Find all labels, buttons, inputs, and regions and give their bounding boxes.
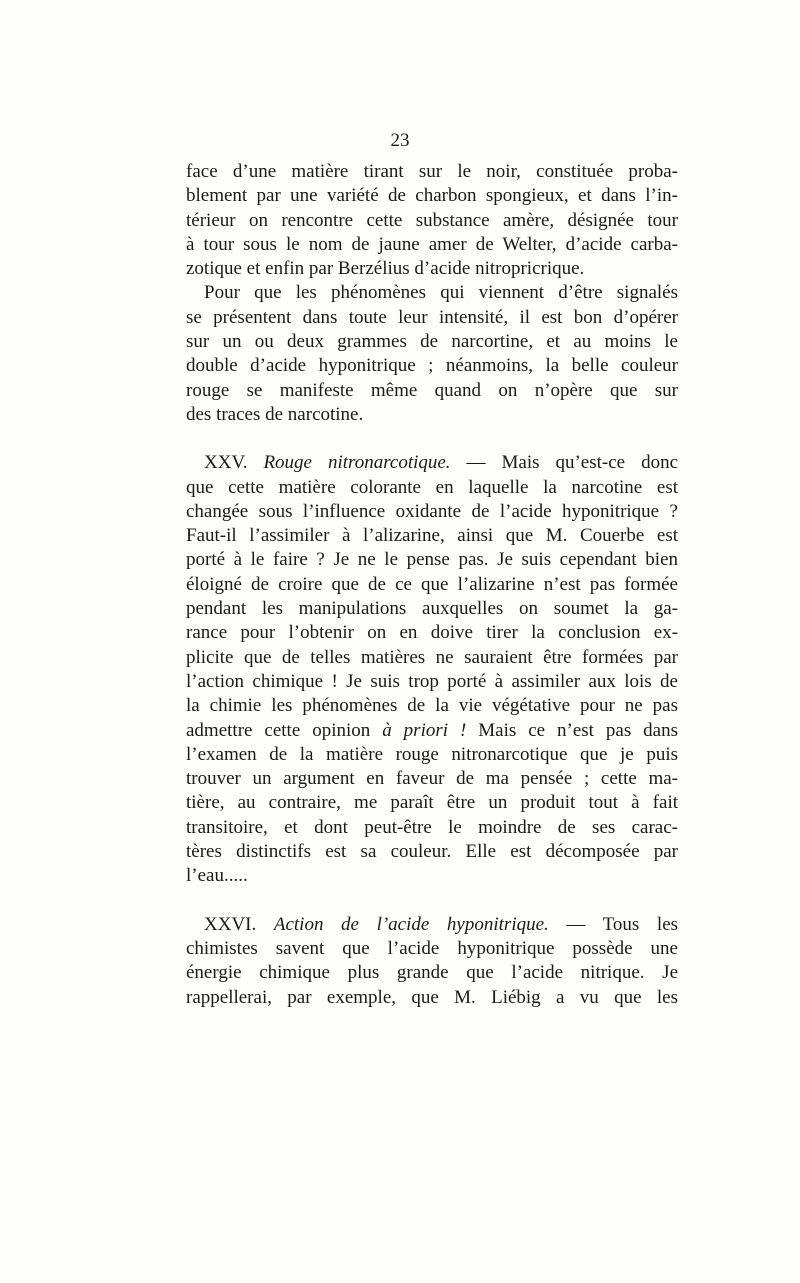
text-line: pendant les manipulations auxquelles on soumet la ga- — [186, 598, 678, 620]
text-line: l’examen de la matière rouge nitronarcotique que je puis — [186, 743, 678, 765]
text-line: transitoire, et dont peut-être le moindre de ses carac- — [186, 816, 678, 838]
text-line: des traces de narcotine. — [186, 403, 364, 425]
section-title: Rouge nitronarcotique. — [263, 452, 451, 474]
text-line: double d’acide hyponitrique ; néanmoins, la belle couleur — [186, 355, 678, 377]
section-title: Action de l’acide hyponitrique. — [273, 913, 549, 935]
text-line: térieur on rencontre cette substance amère, désignée tour — [186, 209, 678, 231]
text-line: porté à le faire ? Je ne le pense pas. Je suis cependant bien — [186, 549, 678, 571]
text-line: Pour que les phénomènes qui viennent d’être signalés — [204, 282, 678, 304]
text-line: à tour sous le nom de jaune amer de Welter, d’acide carba- — [186, 233, 678, 255]
body-text — [186, 160, 678, 1010]
text-line: l’eau..... — [186, 865, 248, 887]
text-fragment: admettre cette opinion — [186, 719, 371, 741]
text-line: rappellerai, par exemple, que M. Liébig a vu que les — [186, 986, 678, 1008]
italic-fragment: à priori ! — [382, 719, 467, 741]
text-line: chimistes savent que l’acide hyponitrique possède une — [186, 937, 678, 959]
section-heading-line — [186, 913, 678, 937]
section-heading-line — [186, 451, 678, 475]
text-line: la chimie les phénomènes de la vie végétative pour ne pas — [186, 695, 678, 717]
text-line: l’action chimique ! Je suis trop porté à assimiler aux lois de — [186, 670, 678, 692]
text-line: changée sous l’influence oxidante de l’acide hyponitrique ? — [186, 500, 678, 522]
text-line: tères distinctifs est sa couleur. Elle est décomposée par — [186, 841, 678, 863]
section-number: XXVI. — [204, 913, 257, 935]
text-line: plicite que de telles matières ne sauraient être formées par — [186, 646, 678, 668]
text-fragment: — Tous les — [566, 913, 679, 935]
text-line-with-italic — [186, 719, 678, 743]
section-number: XXV. — [204, 452, 248, 474]
text-line: se présentent dans toute leur intensité, il est bon d’opérer — [186, 306, 678, 328]
section-xxvi — [186, 913, 678, 1010]
text-fragment: Mais ce n’est pas dans — [478, 719, 679, 741]
text-line: sur un ou deux grammes de narcortine, et au moins le — [186, 331, 678, 353]
paragraph-2 — [186, 281, 678, 427]
text-fragment: — Mais qu’est-ce donc — [466, 452, 678, 474]
text-line: que cette matière colorante en laquelle la narcotine est — [186, 476, 678, 498]
text-line: zotique et enfin par Berzélius d’acide nitropricrique. — [186, 258, 585, 280]
text-line: éloigné de croire que de ce que l’alizarine n’est pas formée — [186, 573, 678, 595]
text-line: Faut-il l’assimiler à l’alizarine, ainsi que M. Couerbe est — [186, 525, 678, 547]
text-line: tière, au contraire, me paraît être un produit tout à fait — [186, 792, 678, 814]
paragraph-1 — [186, 160, 678, 281]
text-line: blement par une variété de charbon spongieux, et dans l’in- — [186, 185, 678, 207]
text-line: rouge se manifeste même quand on n’opère que sur — [186, 379, 678, 401]
text-line: énergie chimique plus grande que l’acide nitrique. Je — [186, 962, 678, 984]
text-line: trouver un argument en faveur de ma pensée ; cette ma- — [186, 768, 678, 790]
section-xxv — [186, 451, 678, 888]
text-line: rance pour l’obtenir on en doive tirer la conclusion ex- — [186, 622, 678, 644]
text-line: face d’une matière tirant sur le noir, constituée proba- — [186, 161, 678, 182]
page-number: 23 — [390, 130, 410, 151]
